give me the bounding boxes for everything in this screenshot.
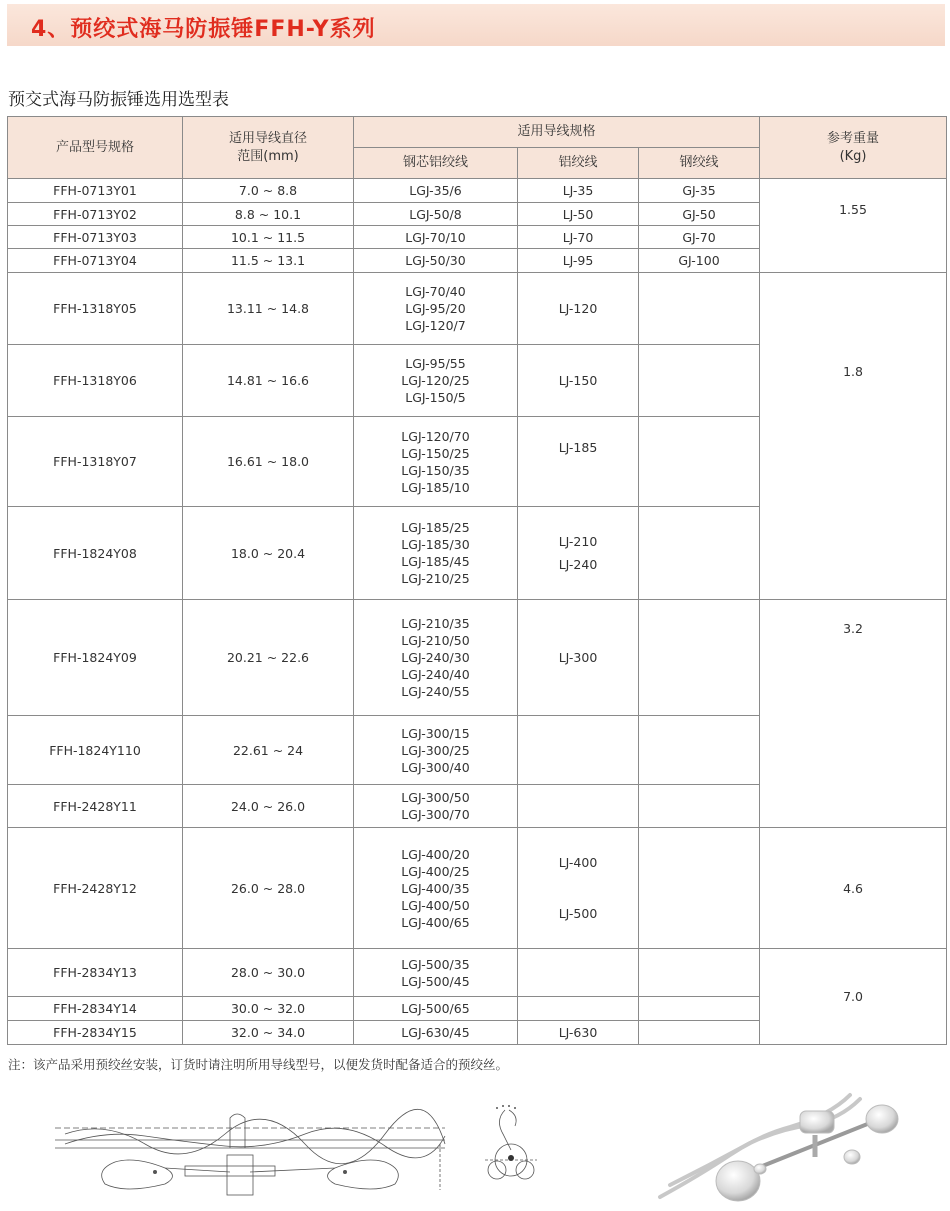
header-acsr: 钢芯铝绞线 [354, 148, 518, 179]
acsr-cell: LGJ-70/40 LGJ-95/20 LGJ-120/7 [354, 273, 518, 345]
acsr-cell: LGJ-300/15 LGJ-300/25 LGJ-300/40 [354, 716, 518, 785]
aluminum-cell: LJ-400 LJ-500 [518, 828, 639, 949]
acsr-cell: LGJ-95/55 LGJ-120/25 LGJ-150/5 [354, 345, 518, 417]
aluminum-cell: LJ-70 [518, 226, 639, 249]
model-cell: FFH-1824Y110 [8, 716, 183, 785]
damper-end-view-drawing [475, 1100, 545, 1190]
header-aluminum-strand: 铝绞线 [518, 148, 639, 179]
aluminum-cell: LJ-300 [518, 600, 639, 716]
range-cell: 26.0 ~ 28.0 [183, 828, 354, 949]
steel-cell [639, 949, 760, 997]
table-row [8, 273, 947, 345]
model-cell: FFH-1318Y07 [8, 417, 183, 507]
steel-cell [639, 345, 760, 417]
aluminum-cell: LJ-150 [518, 345, 639, 417]
aluminum-cell: LJ-35 [518, 179, 639, 203]
aluminum-cell: LJ-210 LJ-240 [518, 507, 639, 600]
aluminum-cell [518, 949, 639, 997]
steel-cell: GJ-35 [639, 179, 760, 203]
acsr-cell: LGJ-400/20 LGJ-400/25 LGJ-400/35 LGJ-400/50 LGJ-400/65 [354, 828, 518, 949]
weight-cell: 1.8 [760, 273, 947, 600]
acsr-cell: LGJ-500/65 [354, 997, 518, 1021]
table-row [8, 600, 947, 716]
range-cell: 10.1 ~ 11.5 [183, 226, 354, 249]
header-reference-weight: 参考重量 (Kg) [760, 117, 947, 179]
aluminum-cell: LJ-95 [518, 249, 639, 273]
header-steel-strand: 钢绞线 [639, 148, 760, 179]
steel-cell: GJ-70 [639, 226, 760, 249]
range-cell: 7.0 ~ 8.8 [183, 179, 354, 203]
model-cell: FFH-1824Y09 [8, 600, 183, 716]
aluminum-cell [518, 785, 639, 828]
header-model: 产品型号规格 [8, 117, 183, 179]
steel-cell [639, 997, 760, 1021]
acsr-cell: LGJ-210/35 LGJ-210/50 LGJ-240/30 LGJ-240/40 LGJ-240/55 [354, 600, 518, 716]
range-cell: 8.8 ~ 10.1 [183, 203, 354, 226]
steel-cell [639, 273, 760, 345]
model-cell: FFH-2834Y13 [8, 949, 183, 997]
steel-cell [639, 600, 760, 716]
acsr-cell: LGJ-300/50 LGJ-300/70 [354, 785, 518, 828]
model-cell: FFH-1318Y06 [8, 345, 183, 417]
header-diameter-range: 适用导线直径 范围(mm) [183, 117, 354, 179]
aluminum-cell: LJ-120 [518, 273, 639, 345]
aluminum-cell: LJ-50 [518, 203, 639, 226]
range-cell: 18.0 ~ 20.4 [183, 507, 354, 600]
acsr-cell: LGJ-35/6 [354, 179, 518, 203]
acsr-cell: LGJ-50/8 [354, 203, 518, 226]
damper-product-image [640, 1085, 910, 1205]
weight-cell: 3.2 [760, 600, 947, 828]
model-cell: FFH-0713Y01 [8, 179, 183, 203]
acsr-cell: LGJ-500/35 LGJ-500/45 [354, 949, 518, 997]
range-cell: 11.5 ~ 13.1 [183, 249, 354, 273]
acsr-cell: LGJ-120/70 LGJ-150/25 LGJ-150/35 LGJ-185/10 [354, 417, 518, 507]
steel-cell: GJ-100 [639, 249, 760, 273]
table-row [8, 949, 947, 997]
range-cell: 13.11 ~ 14.8 [183, 273, 354, 345]
title-banner [7, 4, 945, 46]
weight-cell: 1.55 [760, 179, 947, 273]
aluminum-cell: LJ-185 [518, 417, 639, 507]
aluminum-cell: LJ-630 [518, 1021, 639, 1045]
acsr-cell: LGJ-70/10 [354, 226, 518, 249]
selection-table [7, 116, 947, 1045]
model-cell: FFH-1318Y05 [8, 273, 183, 345]
acsr-cell: LGJ-630/45 [354, 1021, 518, 1045]
aluminum-cell [518, 997, 639, 1021]
steel-cell [639, 417, 760, 507]
model-cell: FFH-2428Y12 [8, 828, 183, 949]
model-cell: FFH-1824Y08 [8, 507, 183, 600]
range-cell: 30.0 ~ 32.0 [183, 997, 354, 1021]
model-cell: FFH-2834Y14 [8, 997, 183, 1021]
table-title: 预交式海马防振锤选用选型表 [8, 90, 229, 110]
steel-cell: GJ-50 [639, 203, 760, 226]
acsr-cell: LGJ-185/25 LGJ-185/30 LGJ-185/45 LGJ-210/25 [354, 507, 518, 600]
aluminum-cell [518, 716, 639, 785]
range-cell: 28.0 ~ 30.0 [183, 949, 354, 997]
table-row [8, 179, 947, 203]
steel-cell [639, 716, 760, 785]
installation-note: 注：该产品采用预绞丝安装，订货时请注明所用导线型号，以便发货时配备适合的预绞丝。 [8, 1057, 509, 1072]
steel-cell [639, 507, 760, 600]
model-cell: FFH-0713Y02 [8, 203, 183, 226]
model-cell: FFH-2428Y11 [8, 785, 183, 828]
steel-cell [639, 1021, 760, 1045]
range-cell: 16.61 ~ 18.0 [183, 417, 354, 507]
range-cell: 14.81 ~ 16.6 [183, 345, 354, 417]
range-cell: 32.0 ~ 34.0 [183, 1021, 354, 1045]
model-cell: FFH-0713Y03 [8, 226, 183, 249]
table-row [8, 828, 947, 949]
page-title: 4、预绞式海马防振锤FFH-Y系列 [31, 17, 376, 42]
range-cell: 22.61 ~ 24 [183, 716, 354, 785]
range-cell: 24.0 ~ 26.0 [183, 785, 354, 828]
steel-cell [639, 785, 760, 828]
model-cell: FFH-2834Y15 [8, 1021, 183, 1045]
weight-cell: 7.0 [760, 949, 947, 1045]
model-cell: FFH-0713Y04 [8, 249, 183, 273]
header-conductor-spec: 适用导线规格 [354, 117, 760, 148]
weight-cell: 4.6 [760, 828, 947, 949]
steel-cell [639, 828, 760, 949]
damper-side-view-drawing [45, 1100, 455, 1200]
range-cell: 20.21 ~ 22.6 [183, 600, 354, 716]
acsr-cell: LGJ-50/30 [354, 249, 518, 273]
